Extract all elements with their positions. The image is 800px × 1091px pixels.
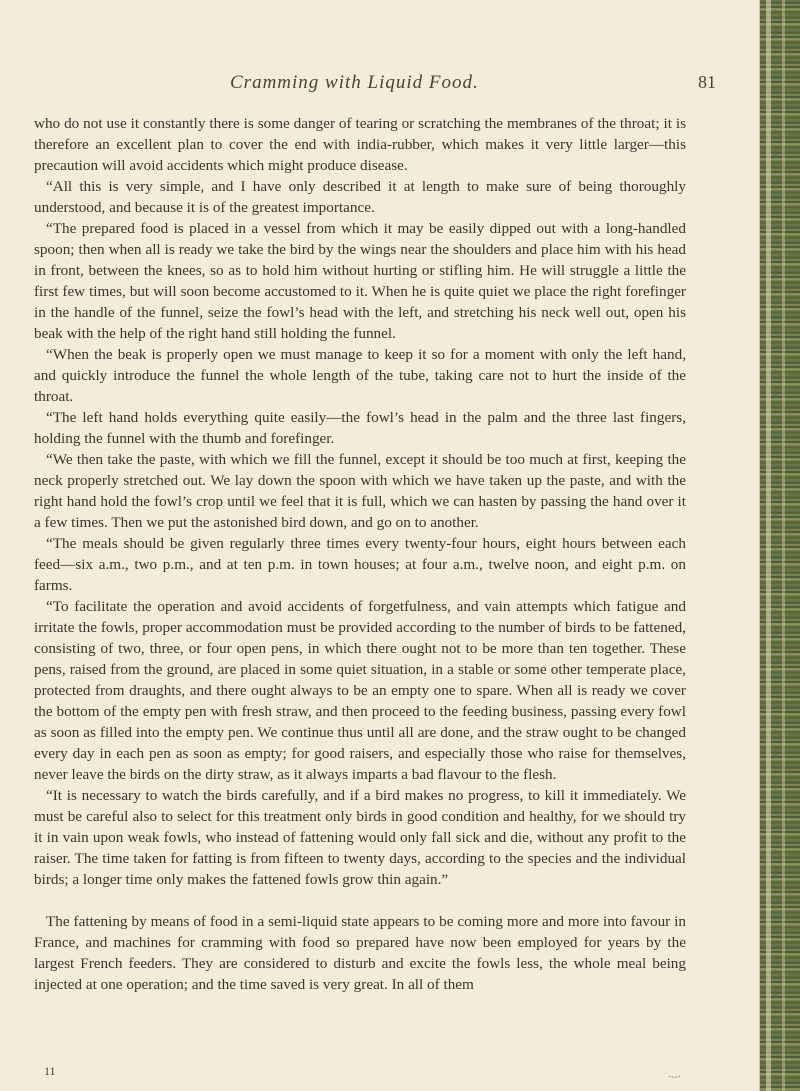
paragraph-10: The fattening by means of food in a semi-liquid state appears to be coming more and more into favour in France, and machines for cramming with food so prepared have now been employed for years by the largest French feeders. They are considered to disturb and excite the fowls less, the whole meal being injected at one operation; and the time saved is very great. In all of them — [34, 913, 686, 993]
body-text — [34, 113, 686, 995]
paragraph-7: “The meals should be given regularly three times every twenty-four hours, eight hours between each feed—six a.m., two p.m., and at ten p.m. in town houses; at four a.m., twelve noon, and eight p.m. on farms. — [34, 535, 686, 594]
paragraph-5: “The left hand holds everything quite easily—the fowl’s head in the palm and the three last fingers, holding the funnel with the thumb and forefinger. — [34, 409, 686, 447]
page-blemish: ·‑‑· — [668, 1072, 682, 1083]
running-title: Cramming with Liquid Food. — [230, 72, 479, 93]
page-number: 81 — [698, 72, 716, 92]
binding-edge — [759, 0, 800, 1091]
paragraph-2: “All this is very simple, and I have only described it at length to make sure of being thoroughly understood, and because it is of the greatest importance. — [34, 178, 686, 216]
paragraph-9: “It is necessary to watch the birds carefully, and if a bird makes no progress, to kill it immediately. We must be careful also to select for this treatment only birds in good condition and healthy, for we should try it in vain upon weak fowls, who instead of fattening would only fall sick and die, without any profit to the raiser. The time taken for fatting is from fifteen to twenty days, according to the species and the individual birds; a longer time only makes the fattened fowls grow thin again.” — [34, 787, 686, 888]
binding-stripe — [766, 0, 771, 1091]
paragraph-6: “We then take the paste, with which we fill the funnel, except it should be too much at first, keeping the neck properly stretched out. We lay down the spoon with which we have taken up the paste, and with the right hand hold the fowl’s crop until we feel that it is full, which we can hasten by passing the hand over it a few times. Then we put the astonished bird down, and go on to another. — [34, 451, 686, 531]
running-head — [100, 72, 716, 96]
paragraph-8: “To facilitate the operation and avoid accidents of forgetfulness, and vain attempts which fatigue and irritate the fowls, proper accommodation must be provided according to the number of birds to be fattened, consisting of two, three, or four open pens, in which there ought not to be more than ten together. These pens, raised from the ground, are placed in some quiet situation, in a stable or some other temperate place, protected from draughts, and there ought always to be an empty one to spare. When all is ready we cover the bottom of the empty pen with fresh straw, and then proceed to the feeding business, passing every fowl as soon as filled into the empty pen. We continue thus until all are done, and the straw ought to be changed every day in each pen as soon as empty; for good raisers, and especially those who raise for themselves, never leave the birds on the dirty straw, as it always imparts a bad flavour to the flesh. — [34, 598, 686, 783]
binding-stripe-thin — [782, 0, 785, 1091]
signature-mark: 11 — [44, 1064, 56, 1078]
paragraph-4: “When the beak is properly open we must manage to keep it so for a moment with only the left hand, and quickly introduce the funnel the whole length of the tube, taking care not to hurt the inside of the throat. — [34, 346, 686, 405]
paragraph-1: who do not use it constantly there is some danger of tearing or scratching the membranes of the throat; it is therefore an excellent plan to cover the end with india-rubber, which makes it very little larger—this precaution will avoid accidents which might produce disease. — [34, 115, 686, 174]
paragraph-3: “The prepared food is placed in a vessel from which it may be easily dipped out with a long-handled spoon; then when all is ready we take the bird by the wings near the shoulders and place him with his head in front, between the knees, so as to hold him without hurting or stifling him. He will struggle a little the first few times, but will soon become accustomed to it. When he is quite quiet we place the right forefinger in the handle of the funnel, seize the fowl’s head with the left, and stretching his neck well out, open his beak with the help of the right hand still holding the funnel. — [34, 220, 686, 342]
